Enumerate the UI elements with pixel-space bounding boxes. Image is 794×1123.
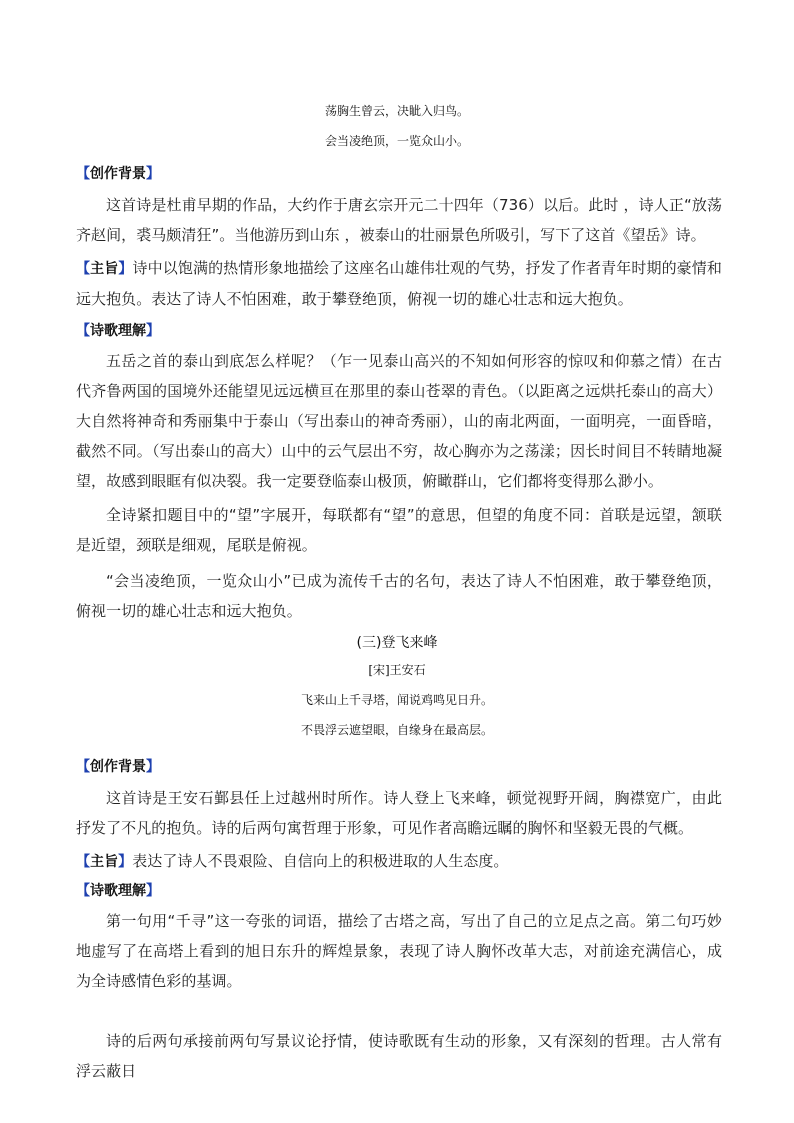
- sec1-interp-p3: “会当凌绝顶，一览众山小”已成为流传千古的名句，表达了诗人不怕困难，敢于攀登绝顶，俯视一切的雄心壮志和远大抱负。: [76, 572, 722, 620]
- sec1-background-label: 创作背景: [90, 166, 146, 182]
- poem2-line-2: 不畏浮云遮望眼，自缘身在最高层。: [300, 723, 493, 737]
- sec2-theme-label: 主旨: [90, 854, 119, 870]
- sec1-background-text: 这首诗是杜甫早期的作品，大约作于唐玄宗开元二十四年（736）以后。此时 ，诗人正“放荡齐赵间，裘马颇清狂”。当他游历到山东 ，被泰山的壮丽景色所吸引，写下了这首《望岳》诗。: [76, 196, 722, 244]
- sec2-interp-heading: 【诗歌理解】: [76, 883, 160, 899]
- poem2-block: [0, 655, 794, 745]
- sec2-theme-text: 表达了诗人不畏艰险、自信向上的积极进取的人生态度。: [132, 852, 509, 870]
- sec2-background-label: 创作背景: [90, 759, 146, 775]
- sec1-theme-paragraph: [76, 253, 722, 314]
- poem2-author: [宋]王安石: [368, 663, 426, 677]
- poem1-line-1: 荡胸生曾云，决眦入归鸟。: [324, 104, 469, 118]
- poem1-line-2: 会当凌绝顶，一览众山小。: [324, 134, 469, 148]
- sec2-background-heading: 【创作背景】: [76, 759, 160, 775]
- sec2-interp-label: 诗歌理解: [90, 883, 146, 899]
- sec2-theme-paragraph: [76, 846, 722, 877]
- sec1-interp-p2: 全诗紧扣题目中的“望”字展开，每联都有“望”的意思，但望的角度不同：首联是远望，颔联是近望，颈联是细观，尾联是俯视。: [76, 506, 722, 554]
- sec1-theme-label: 主旨: [90, 261, 119, 277]
- sec1-interp-p1: 五岳之首的泰山到底怎么样呢？（乍一见泰山高兴的不知如何形容的惊叹和仰慕之情）在古代齐鲁两国的国境外还能望见远远横亘在那里的泰山苍翠的青色。（以距离之远烘托泰山的高大）大自然将神奇和秀丽集中于泰山（写出泰山的神奇秀丽），山的南北两面，一面明亮，一面昏暗，截然不同。（写出泰山的高大）山中的云气层出不穷，故心胸亦为之荡漾；因长时间目不转睛地凝望，故感到眼眶有似决裂。我一定要登临泰山极顶，俯瞰群山，它们都将变得那么渺小。: [76, 352, 722, 490]
- poem2-line-1: 飞来山上千寻塔，闻说鸡鸣见日升。: [300, 693, 493, 707]
- sec2-interp-p2: 诗的后两句承接前两句写景议论抒情，使诗歌既有生动的形象，又有深刻的哲理。古人常有浮云蔽日: [76, 1032, 722, 1080]
- sec1-interp-label: 诗歌理解: [90, 323, 146, 339]
- sec1-theme-heading: 【主旨】: [76, 261, 133, 277]
- sec2-theme-heading: 【主旨】: [76, 854, 133, 870]
- sec1-background-heading: 【创作背景】: [76, 166, 160, 182]
- sec1-interp-heading: 【诗歌理解】: [76, 323, 160, 339]
- sec2-background-text: 这首诗是王安石鄞县任上过越州时所作。诗人登上飞来峰，顿觉视野开阔，胸襟宽广，由此抒发了不凡的抱负。诗的后两句寓哲理于形象，可见作者高瞻远瞩的胸怀和坚毅无畏的气概。: [76, 789, 722, 837]
- sec2-interp-p1: 第一句用“千寻”这一夸张的词语，描绘了古塔之高，写出了自己的立足点之高。第二句巧妙地虚写了在高塔上看到的旭日东升的辉煌景象，表现了诗人胸怀改革大志，对前途充满信心，成为全诗感情色彩的基调。: [76, 912, 722, 990]
- poem2-title: (三)登飞来峰: [356, 635, 438, 651]
- poem1-block: [0, 96, 794, 156]
- sec1-theme-text: 诗中以饱满的热情形象地描绘了这座名山雄伟壮观的气势，抒发了作者青年时期的豪情和远大抱负。表达了诗人不怕困难，敢于攀登绝顶，俯视一切的雄心壮志和远大抱负。: [76, 259, 722, 308]
